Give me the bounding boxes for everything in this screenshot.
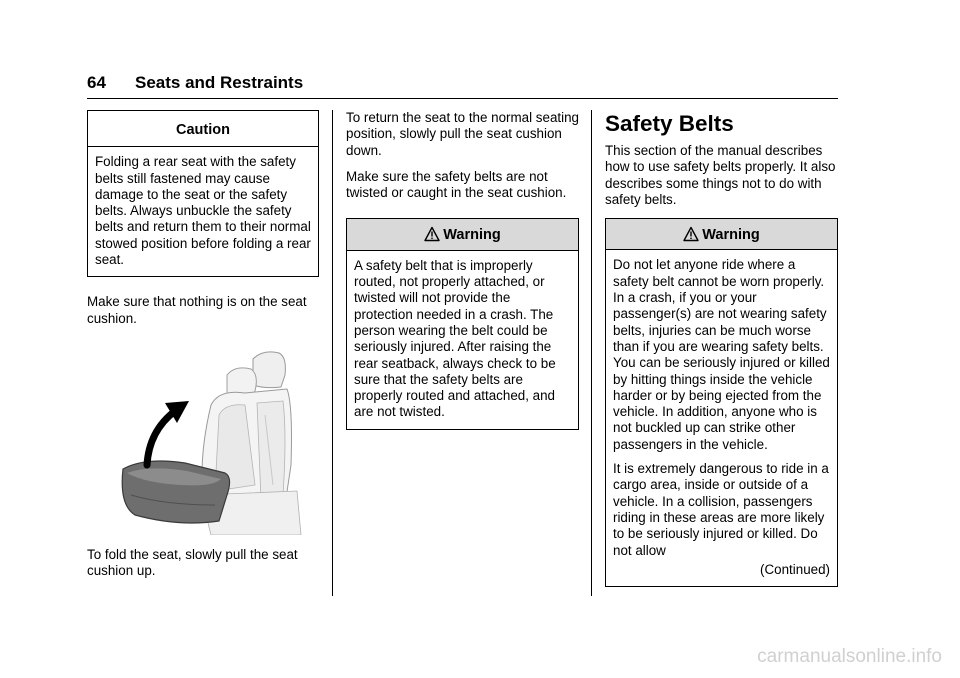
warning-title-2: Warning	[606, 219, 837, 250]
column-2	[346, 110, 579, 430]
caution-title: Caution	[176, 122, 230, 138]
paragraph-fold-seat: To fold the seat, slowly pull the seat cushion up.	[87, 546, 298, 579]
section-title: Safety Belts	[605, 111, 734, 136]
warning-text-1: A safety belt that is improperly routed, not properly attached, or twisted will not provide the protection needed in a crash. The person wearing the belt could be seriously injured. After raising the rear seatback, always check to be sure that the safety belts are properly routed and attached, and are not twisted.	[354, 257, 556, 420]
warning-text-2b: It is extremely dangerous to ride in a cargo area, inside or outside of a vehicle. In a collision, passengers riding in these areas are more likely to be seriously injured or killed. Do not allow	[613, 461, 829, 558]
warning-triangle-icon	[424, 226, 440, 242]
warning-box-1	[346, 218, 579, 429]
column-1	[87, 110, 319, 580]
watermark: carmanualsonline.info	[757, 646, 942, 667]
column-divider-2	[591, 110, 592, 596]
warning-title-1: Warning	[347, 219, 578, 250]
continued-label: (Continued)	[760, 561, 830, 577]
warning-text-2a: Do not let anyone ride where a safety belt cannot be worn properly. In a crash, if you or your passenger(s) are not wearing safety belts, injuries can be much worse than if you are wearing safety belts. You can be seriously injured or killed by hitting things inside the vehicle harder or by being ejected from the vehicle. In addition, anyone who is not buckled up can strike other passengers in the vehicle.	[613, 257, 830, 452]
column-3	[605, 110, 838, 587]
caution-text: Folding a rear seat with the safety belts still fastened may cause damage to the seat or the safety belts. Always unbuckle the safety belts and return them to their normal stowed position before folding a rear seat.	[95, 154, 311, 268]
chapter-title: Seats and Restraints	[135, 73, 304, 92]
paragraph-intro: This section of the manual describes how to use safety belts properly. It also describes some things not to do with safety belts.	[605, 143, 836, 207]
header-rule	[87, 98, 838, 99]
caution-box	[87, 110, 319, 277]
warning-box-2	[605, 218, 838, 587]
column-divider-1	[332, 110, 333, 596]
page-number: 64	[87, 73, 106, 92]
seat-fold-illustration	[115, 345, 305, 535]
paragraph-belts-not-twisted: Make sure the safety belts are not twisted or caught in the seat cushion.	[346, 168, 567, 201]
paragraph-nothing-on-cushion: Make sure that nothing is on the seat cushion.	[87, 294, 307, 326]
warning-triangle-icon	[683, 226, 699, 242]
page-header	[87, 72, 838, 94]
paragraph-return-seat: To return the seat to the normal seating position, slowly pull the seat cushion down.	[346, 110, 579, 158]
